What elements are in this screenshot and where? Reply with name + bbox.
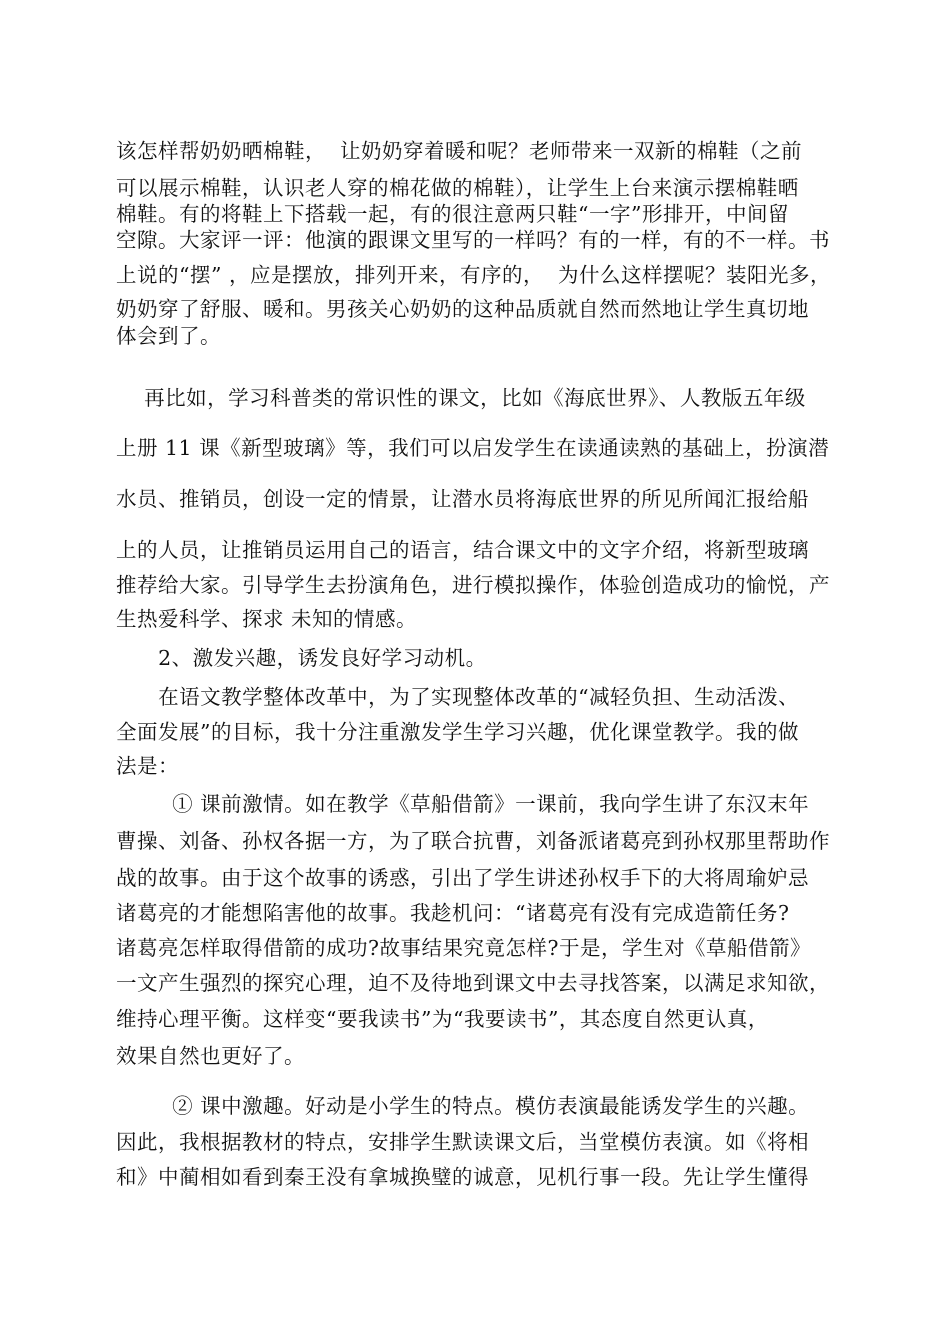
text-line: 一文产生强烈的探究心理，迫不及待地到课文中去寻找答案，以满足求知欲，	[116, 971, 830, 995]
text-line: 可以展示棉鞋，认识老人穿的棉花做的棉鞋），让学生上台来演示摆棉鞋晒	[116, 176, 799, 200]
text-line: 上的人员，让推销员运用自己的语言，结合课文中的文字介绍，将新型玻璃	[116, 538, 809, 562]
text-line: 曹操、刘备、孙权各据一方，为了联合抗曹，刘备派诸葛亮到孙权那里帮助作	[116, 829, 830, 853]
text-line: 全面发展”的目标，我十分注重激发学生学习兴趣，优化课堂教学。我的做	[116, 720, 799, 744]
text-line: 维持心理平衡。这样变“要我读书”为“我要读书”，其态度自然更认真，	[116, 1007, 769, 1031]
text-line: 因此，我根据教材的特点，安排学生默读课文后，当堂模仿表演。如《将相	[116, 1130, 809, 1154]
text-line: 再比如，学习科普类的常识性的课文，比如《海底世界》、人教版五年级	[116, 386, 806, 410]
text-line: 和》中蔺相如看到秦王没有拿城换璧的诚意，见机行事一段。先让学生懂得	[116, 1165, 809, 1189]
text-line: ② 课中激趣。好动是小学生的特点。模仿表演最能诱发学生的兴趣。	[116, 1094, 810, 1118]
text-line: 奶奶穿了舒服、暖和。男孩关心奶奶的这种品质就自然而然地让学生真切地	[116, 297, 809, 321]
text-line: 效果自然也更好了。	[116, 1044, 305, 1068]
text-line: 2、激发兴趣，诱发良好学习动机。	[116, 646, 487, 670]
text-line: 生热爱科学、探求 未知的情感。	[116, 607, 418, 631]
text-line: 水员、推销员，创设一定的情景，让潜水员将海底世界的所见所闻汇报给船	[116, 487, 809, 511]
text-line: 推荐给大家。引导学生去扮演角色，进行模拟操作，体验创造成功的愉悦，产	[116, 573, 830, 597]
text-line: 战的故事。由于这个故事的诱惑，引出了学生讲述孙权手下的大将周瑜妒忌	[116, 866, 809, 890]
text-line: 上说的“摆” ，应是摆放，排列开来，有序的， 为什么这样摆呢？装阳光多，	[116, 263, 832, 287]
text-line: 在语文教学整体改革中，为了实现整体改革的“减轻负担、生动活泼、	[116, 685, 800, 709]
text-line: 体会到了。	[116, 324, 221, 348]
text-line: 空隙。大家评一评：他演的跟课文里写的一样吗？有的一样，有的不一样。书	[116, 228, 830, 252]
text-line: 法是：	[116, 754, 179, 778]
text-line: ① 课前激情。如在教学《草船借箭》一课前，我向学生讲了东汉末年	[116, 792, 810, 816]
text-line: 上册 11 课《新型玻璃》等，我们可以启发学生在读通读熟的基础上，扮演潜	[116, 436, 830, 460]
text-line: 诸葛亮的才能想陷害他的故事。我趁机问：“诸葛亮有没有完成造箭任务?	[116, 901, 790, 925]
text-line: 该怎样帮奶奶晒棉鞋， 让奶奶穿着暖和呢？老师带来一双新的棉鞋（之前	[116, 139, 803, 163]
text-line: 棉鞋。有的将鞋上下搭载一起，有的很注意两只鞋“一字”形排开，中间留	[116, 202, 789, 226]
text-line: 诸葛亮怎样取得借箭的成功?故事结果究竟怎样?于是，学生对《草船借箭》	[116, 936, 811, 960]
